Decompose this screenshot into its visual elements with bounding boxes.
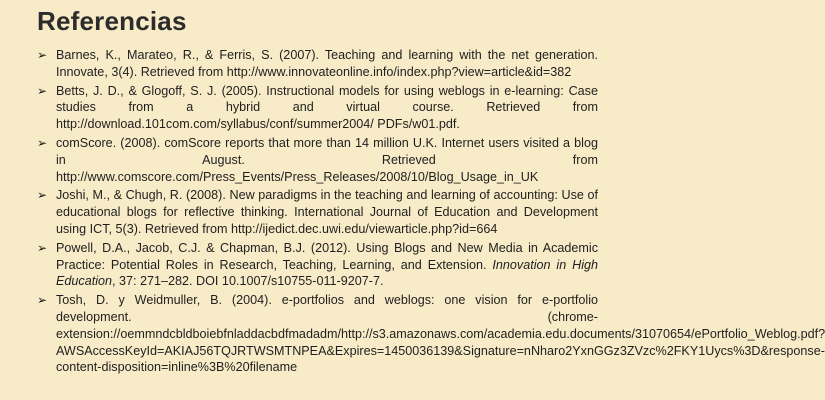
reference-list <box>37 47 825 376</box>
arrowhead-bullet-icon: ➢ <box>37 135 48 150</box>
reference-item <box>37 292 825 376</box>
reference-text: Betts, J. D., & Glogoff, S. J. (2005). Instructional models for using weblogs in e-learning: Case studies from a hybrid and virtual course. Retrieved from http://download.101com.com/syllabus/conf/summer2004/ PDFs/w01.pdf. <box>56 83 598 132</box>
reference-text-end: , 37: 271–282. DOI 10.1007/s10755-011-9207-7. <box>112 274 384 289</box>
reference-text: Barnes, K., Marateo, R., & Ferris, S. (2007). Teaching and learning with the net generation. Innovate, 3(4). Retrieved from http://www.innovateonline.info/index.php?view=article&id=382 <box>56 48 598 79</box>
reference-item <box>37 135 598 185</box>
arrowhead-bullet-icon: ➢ <box>37 293 48 308</box>
reference-text: Tosh, D. y Weidmuller, B. (2004). e-portfolios and weblogs: one vision for e-portfolio development. (chrome-extension://oemmndcbldboiebfnladdacbdfmadadm/http://s3.amazonaws.com/academia.edu.documents/31070654/ePortfolio_Weblog.pdf?AWSAccessKeyId=AKIAJ56TQJRTWSMTNPEA&Expires=1450036139&Signature=nNharo2YxnGGz3ZVzc%2FKY1Uycs%3D&response-content-disposition=inline%3B%20filename <box>56 293 825 375</box>
reference-text: Powell, D.A., Jacob, C.J. & Chapman, B.J. (2012). Using Blogs and New Media in Academic Practice: Potential Roles in Research, Teaching, Learning, and Extension. <box>56 240 598 272</box>
page-title: Referencias <box>37 6 187 36</box>
reference-text: Joshi, M., & Chugh, R. (2008). New paradigms in the teaching and learning of accounting: Use of educational blogs for reflective thinking. International Journal of Education and Development using ICT, 5(3). Retrieved from http://ijedict.dec.uwi.edu/viewarticle.php?id=664 <box>56 188 598 236</box>
reference-text: comScore. (2008). comScore reports that more than 14 million U.K. Internet users visited a blog in August. Retrieved from http://www.comscore.com/Press_Events/Press_Releases/2008/10/Blog_Usage_in_UK <box>56 135 598 184</box>
reference-italic: Innovation in High Education <box>56 257 598 289</box>
arrowhead-bullet-icon: ➢ <box>37 83 48 98</box>
arrowhead-bullet-icon: ➢ <box>37 48 48 62</box>
reference-item <box>37 240 598 290</box>
reference-item <box>37 47 598 81</box>
reference-item <box>37 83 598 133</box>
arrowhead-bullet-icon: ➢ <box>37 188 48 203</box>
arrowhead-bullet-icon: ➢ <box>37 240 48 255</box>
reference-item <box>37 187 598 237</box>
